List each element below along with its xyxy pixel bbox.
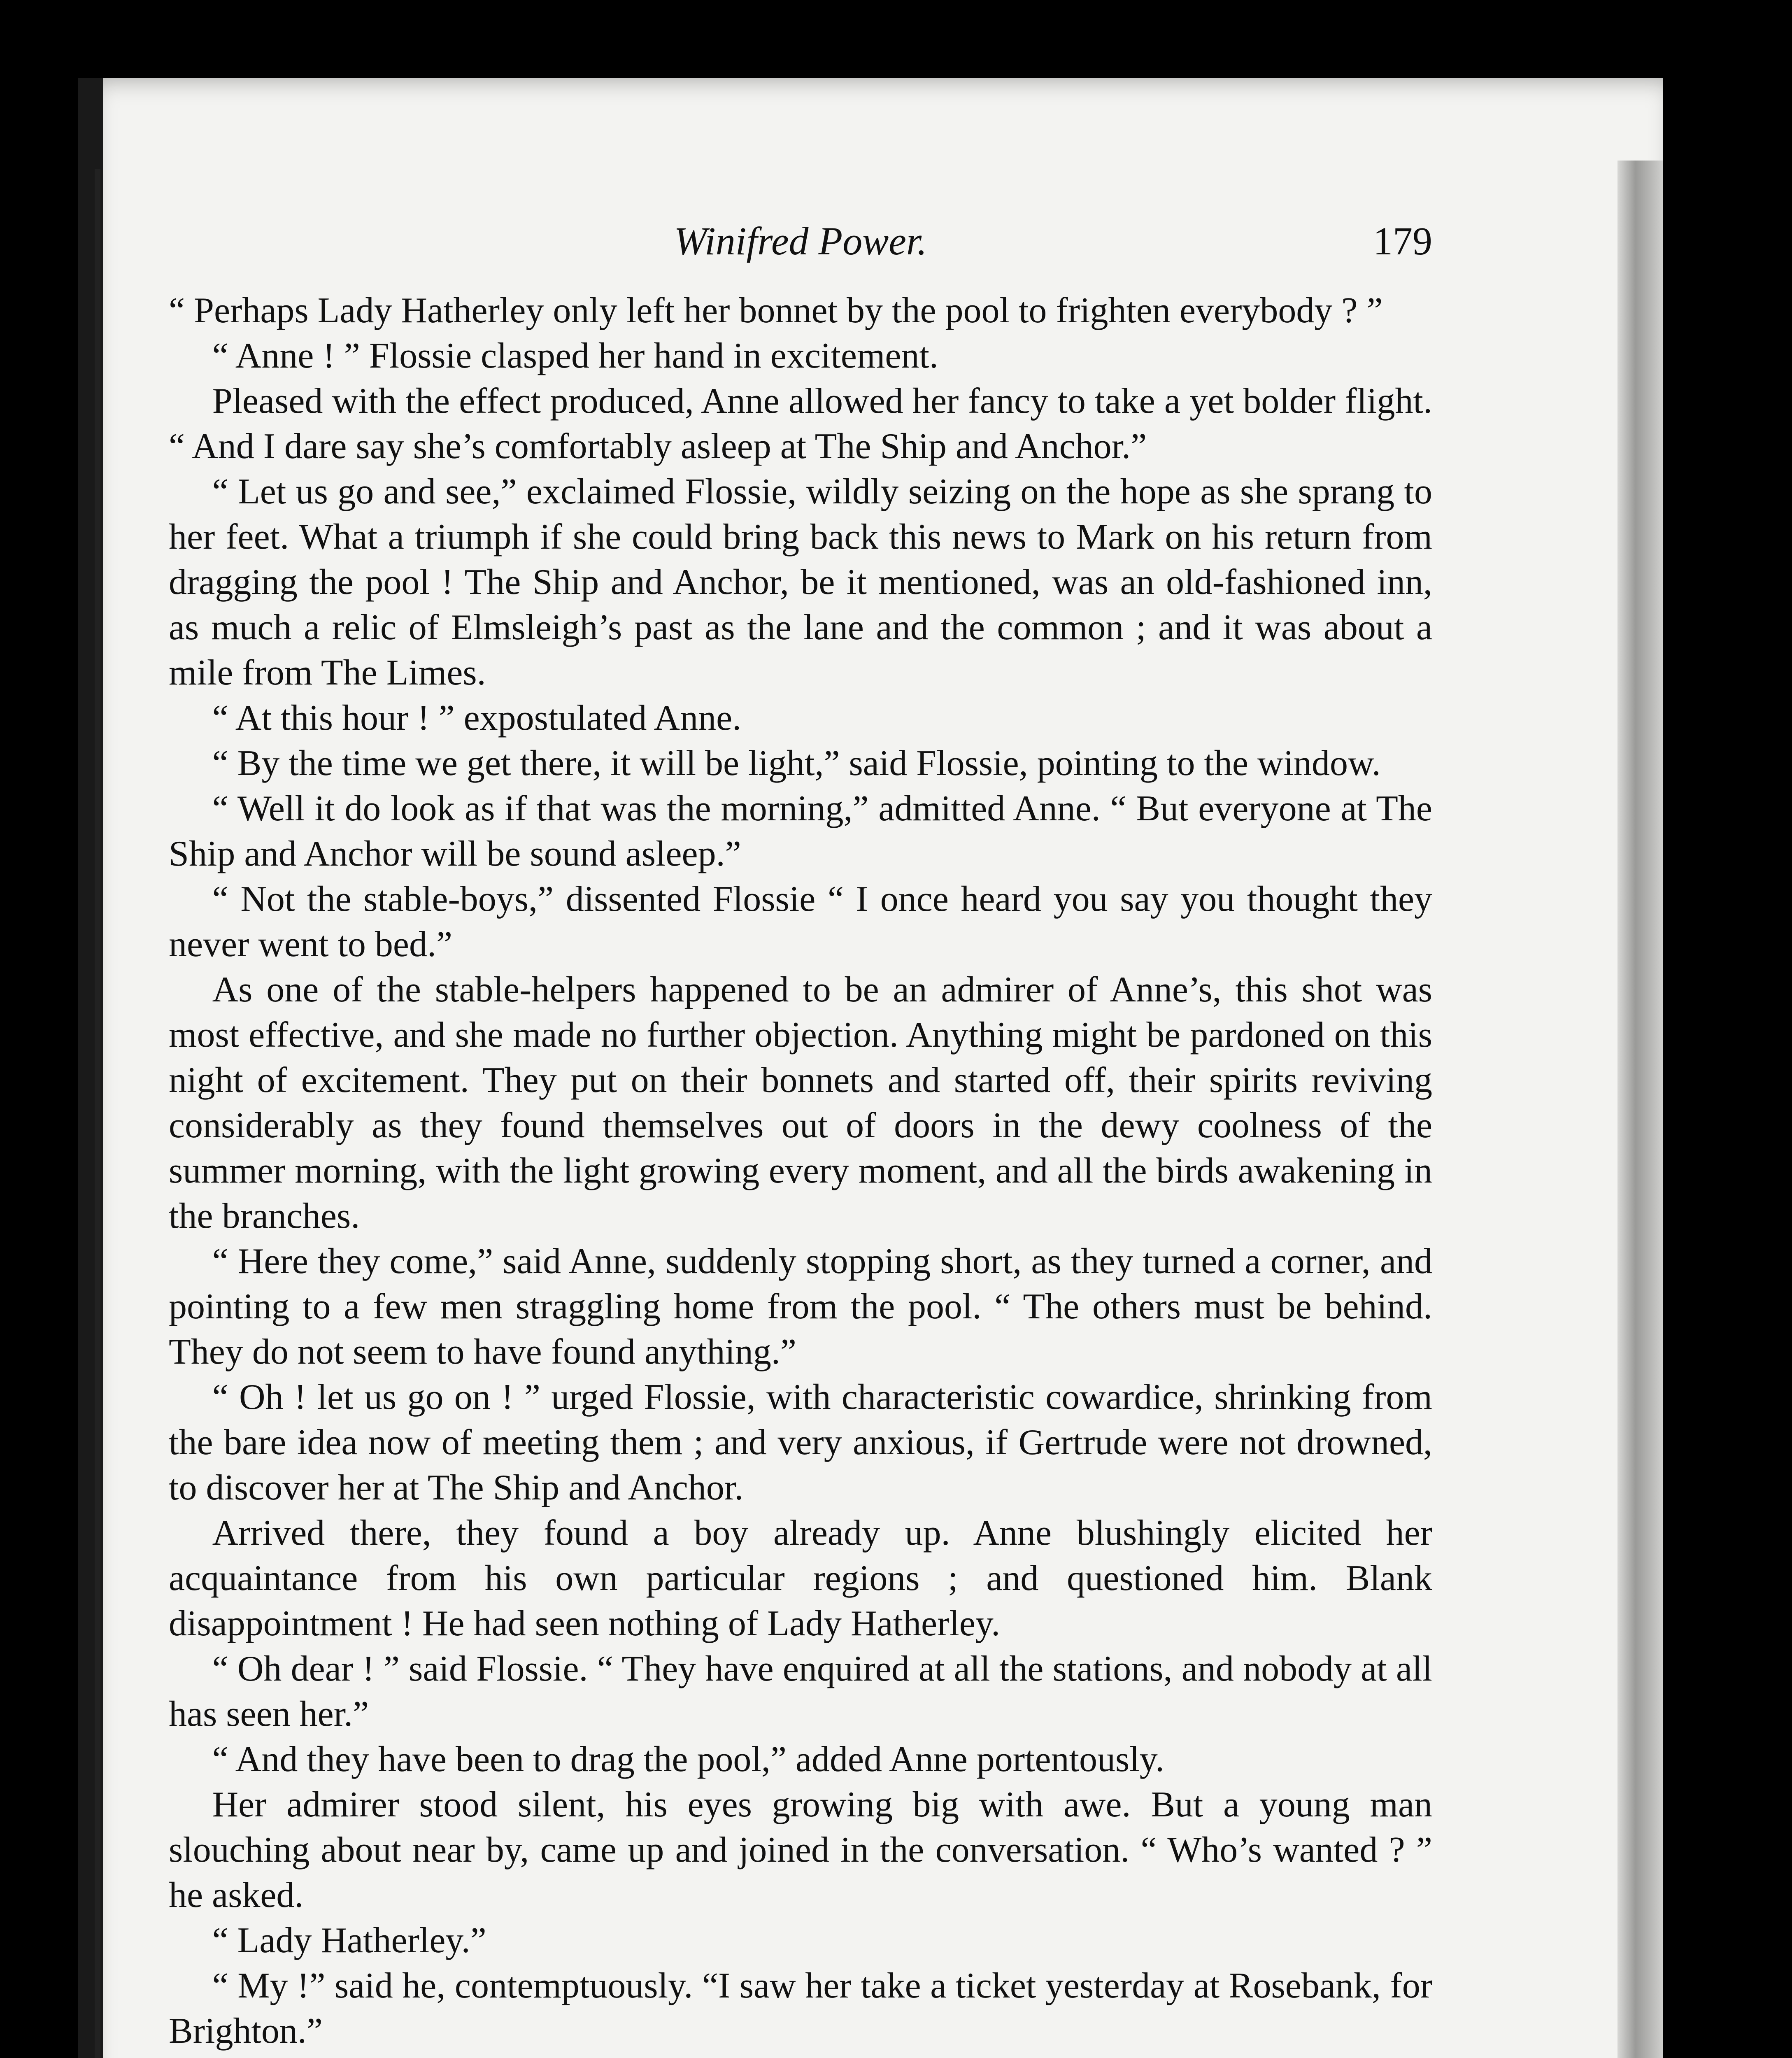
paragraph: “ Well it do look as if that was the morning,” admitted Anne. “ But everyone at The Ship and Anchor will be sound asleep.” xyxy=(169,789,1432,874)
page-edge xyxy=(1617,161,1663,2058)
paragraph: “ Let us go and see,” exclaimed Flossie, wildly seizing on the hope as she sprang to her feet. What a triumph if she could bring back this news to Mark on his return from dragging the pool ! The Ship and Anchor, be it mentioned, was an old-fashioned inn, as much a relic of Elmsleigh’s past as the lane and the common ; and it was about a mile from The Limes. xyxy=(169,472,1432,693)
paragraph: “ At this hour ! ” expostulated Anne. xyxy=(212,698,742,738)
paragraph: “ By the time we get there, it will be light,” said Flossie, pointing to the window. xyxy=(212,743,1381,783)
paragraph: “ And they have been to drag the pool,” added Anne portentously. xyxy=(212,1739,1165,1779)
paragraph: Pleased with the effect produced, Anne allowed her fancy to take a yet bolder flight. “ And I dare say she’s comfortably asleep at The Ship and Anchor.” xyxy=(169,381,1432,466)
running-title: Winifred Power. xyxy=(674,219,927,263)
paragraph: “ Lady Hatherley.” xyxy=(212,1921,486,1960)
paragraph: “ Oh dear ! ” said Flossie. “ They have enquired at all the stations, and nobody at all has seen her.” xyxy=(169,1649,1432,1734)
spine-shadow xyxy=(95,169,100,2058)
paragraph: “ Oh ! let us go on ! ” urged Flossie, with characteristic cowardice, shrinking from the bare idea now of meeting them ; and very anxious, if Gertrude were not drowned, to discover her at The Ship and Anchor. xyxy=(169,1377,1432,1508)
paragraph: “ Anne ! ” Flossie clasped her hand in excitement. xyxy=(212,336,938,376)
body-text xyxy=(169,288,1432,2054)
paragraph: “ Here they come,” said Anne, suddenly stopping short, as they turned a corner, and pointing to a few men straggling home from the pool. “ The others must be behind. They do not seem to have found anything.” xyxy=(169,1241,1432,1372)
paragraph: “ Not the stable-boys,” dissented Flossie “ I once heard you say you thought they never went to bed.” xyxy=(169,879,1432,964)
page-number: 179 xyxy=(1373,219,1432,263)
paragraph: Arrived there, they found a boy already up. Anne blushingly elicited her acquaintance from his own particular regions ; and questioned him. Blank disappointment ! He had seen nothing of Lady Hatherley. xyxy=(169,1513,1432,1644)
paragraph: Her admirer stood silent, his eyes growing big with awe. But a young man slouching about near by, came up and joined in the conversation. “ Who’s wanted ? ” he asked. xyxy=(169,1785,1432,1915)
paragraph: As one of the stable-helpers happened to be an admirer of Anne’s, this shot was most effective, and she made no further objection. Anything might be pardoned on this night of excitement. They put on their bonnets and started off, their spirits reviving considerably as they found themselves out of doors in the dewy coolness of the summer morning, with the light growing every moment, and all the birds awakening in the branches. xyxy=(169,970,1432,1236)
paragraph: “ My !” said he, contemptuously. “I saw her take a ticket yesterday at Rosebank, for Brighton.” xyxy=(169,1966,1432,2051)
running-header xyxy=(169,210,1432,284)
paragraph: “ Perhaps Lady Hatherley only left her bonnet by the pool to frighten everybody ? ” xyxy=(169,291,1383,331)
